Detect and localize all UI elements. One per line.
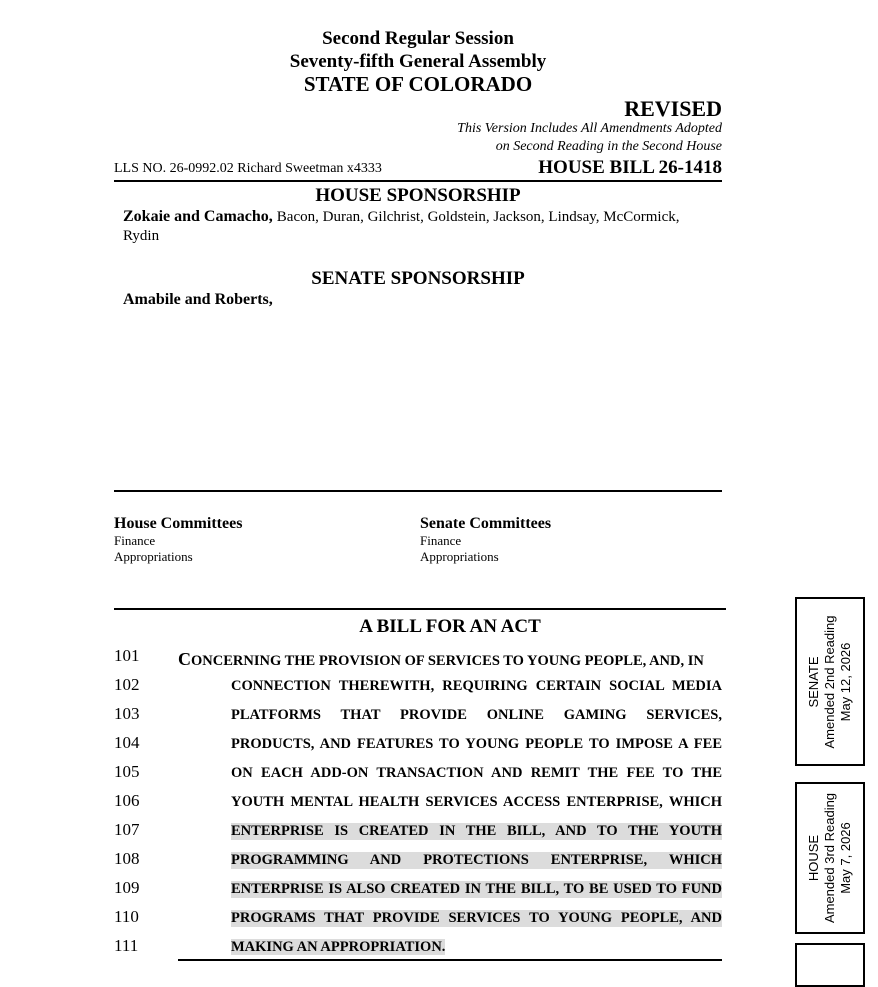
bill-line-amended: PROGRAMMING AND PROTECTIONS ENTERPRISE, WHICH: [231, 852, 722, 868]
senate-stamp-text: [806, 602, 854, 762]
bill-bottom-rule: [178, 959, 722, 961]
senate-committee-item: Finance: [420, 533, 462, 548]
bill-line-text: ONCERNING THE PROVISION OF SERVICES TO YOUNG PEOPLE, AND, IN: [191, 653, 704, 669]
house-sponsorship-heading: HOUSE SPONSORSHIP: [315, 185, 521, 206]
house-sponsors-line-2: Rydin: [123, 228, 160, 244]
bill-line-amended: MAKING AN APPROPRIATION.: [231, 939, 446, 955]
bill-line: YOUTH MENTAL HEALTH SERVICES ACCESS ENTERPRISE, WHICH: [231, 794, 722, 810]
house-committees: [114, 515, 242, 565]
line-number: 103: [114, 704, 140, 723]
bill-line-amended: ENTERPRISE IS CREATED IN THE BILL, AND TO THE YOUTH: [231, 823, 722, 839]
line-number: 104: [114, 733, 140, 752]
line-number: 111: [114, 936, 139, 955]
line-number: 105: [114, 762, 140, 781]
bill-line-amended: ENTERPRISE IS ALSO CREATED IN THE BILL, TO BE USED TO FUND: [231, 881, 722, 897]
house-committees-heading: House Committees: [114, 515, 243, 532]
bill-line: CONNECTION THEREWITH, REQUIRING CERTAIN SOCIAL MEDIA: [231, 678, 722, 694]
house-committee-item: Finance: [114, 533, 156, 548]
bill-line: ON EACH ADD-ON TRANSACTION AND REMIT THE FEE TO THE: [231, 765, 722, 781]
line-number: 108: [114, 849, 140, 868]
version-note-2: on Second Reading in the Second House: [495, 139, 722, 154]
stamp-date: May 12, 2026: [838, 642, 853, 721]
bill-number: HOUSE BILL 26-1418: [538, 157, 722, 178]
bill-line: PLATFORMS THAT PROVIDE ONLINE GAMING SERVICES,: [231, 707, 722, 723]
assembly-title: Seventy-fifth General Assembly: [289, 51, 547, 72]
stamp-action: Amended 2nd Reading: [822, 615, 837, 748]
senate-committee-item: Appropriations: [420, 549, 499, 564]
house-sponsors-line-1: [123, 208, 680, 226]
header-rule: [114, 180, 722, 182]
stamp-date: May 7, 2026: [838, 822, 853, 894]
line-number: 102: [114, 675, 140, 694]
line-number: 109: [114, 878, 140, 897]
session-title: Second Regular Session: [322, 28, 514, 49]
line-number: 106: [114, 791, 140, 810]
bill-top-rule: [114, 608, 726, 610]
senate-primary-sponsors: Amabile and Roberts,: [123, 291, 273, 308]
revised-label: REVISED: [624, 96, 722, 121]
house-committee-item: Appropriations: [114, 549, 193, 564]
committees-rule: [114, 490, 722, 492]
senate-sponsorship-heading: SENATE SPONSORSHIP: [311, 268, 525, 289]
bill-line: PRODUCTS, AND FEATURES TO YOUNG PEOPLE TO IMPOSE A FEE: [231, 736, 722, 752]
state-title: STATE OF COLORADO: [303, 72, 533, 96]
senate-stamp: [795, 597, 865, 766]
additional-stamp: [795, 943, 865, 987]
bill-line: CONCERNING THE PROVISION OF SERVICES TO YOUNG PEOPLE, AND, IN: [178, 649, 704, 669]
version-note-1: This Version Includes All Amendments Adopted: [457, 121, 722, 136]
house-cosponsors: Bacon, Duran, Gilchrist, Goldstein, Jackson, Lindsay, McCormick,: [276, 209, 680, 225]
bill-line-amended: PROGRAMS THAT PROVIDE SERVICES TO YOUNG PEOPLE, AND: [231, 910, 722, 926]
senate-committees: [420, 515, 551, 565]
stamp-action: Amended 3rd Reading: [822, 792, 837, 924]
line-number: 107: [114, 820, 140, 839]
lls-number: LLS NO. 26-0992.02 Richard Sweetman x4333: [114, 161, 382, 176]
stamp-chamber: SENATE: [806, 655, 821, 708]
line-number: 101: [114, 646, 140, 665]
house-stamp-text: [806, 778, 854, 938]
house-primary-sponsors: Zokaie and Camacho,: [123, 208, 273, 225]
line-number: 110: [114, 907, 139, 926]
bill-title: A BILL FOR AN ACT: [359, 616, 541, 637]
senate-committees-heading: Senate Committees: [420, 515, 552, 532]
stamp-chamber: HOUSE: [806, 834, 821, 882]
house-stamp: [795, 782, 865, 934]
